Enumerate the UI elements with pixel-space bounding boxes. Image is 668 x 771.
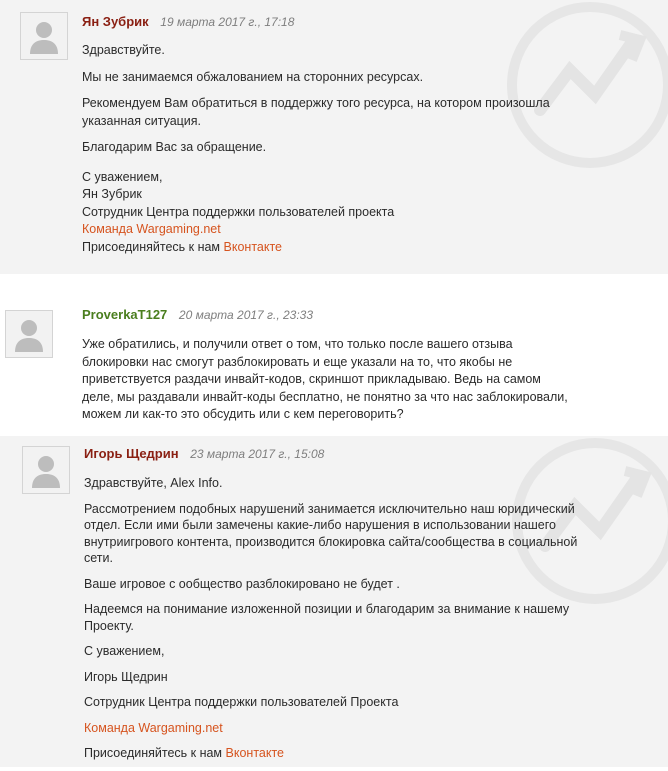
comment-body xyxy=(82,42,582,256)
default-user-avatar-icon xyxy=(23,447,69,493)
comment-date: 19 марта 2017 г., 17:18 xyxy=(160,15,295,29)
signature-name: Ян Зубрик xyxy=(82,187,142,201)
comment-header xyxy=(84,446,324,461)
signature-position: Сотрудник Центра поддержки пользователей проекта xyxy=(82,204,395,219)
comment-paragraph: Благодарим Вас за обращение. xyxy=(82,140,267,154)
comment-body xyxy=(82,336,572,433)
comment-date: 23 марта 2017 г., 15:08 xyxy=(190,447,325,461)
comment-paragraph: Мы не занимаемся обжалованием на сторонних ресурсах. xyxy=(82,69,424,84)
default-user-avatar-icon xyxy=(21,13,67,59)
vk-link[interactable]: Вконтакте xyxy=(225,746,284,760)
join-text: Присоединяйтесь к нам xyxy=(84,746,226,760)
join-text: Присоединяйтесь к нам xyxy=(82,239,224,254)
avatar[interactable] xyxy=(20,12,68,60)
comment-paragraph: С уважением, xyxy=(84,644,165,658)
comment-paragraph: Игорь Щедрин xyxy=(84,669,168,684)
author-name[interactable]: ProverkaT127 xyxy=(82,307,168,322)
default-user-avatar-icon xyxy=(6,311,52,357)
author-name[interactable]: Ян Зубрик xyxy=(82,14,149,29)
comment-paragraph: Рассмотрением подобных нарушений занимается исключительно наш юридический отдел. Если ими были замечены какие-либо нарушения в использовании нашего внутриигрового контента, производится блокировка сайта/сообщества в социальной сети. xyxy=(84,501,578,565)
comment-body xyxy=(84,475,589,771)
comment-header xyxy=(82,14,294,29)
author-name[interactable]: Игорь Щедрин xyxy=(84,446,179,461)
comment-paragraph: Рекомендуем Вам обратиться в поддержку того ресурса, на котором произошла указанная ситуация. xyxy=(82,96,550,128)
comment-header xyxy=(82,307,313,322)
team-link[interactable]: Команда Wargaming.net xyxy=(82,222,221,236)
comment-paragraph: Ваше игровое с ообщество разблокировано не будет . xyxy=(84,576,400,591)
vk-link[interactable]: Вконтакте xyxy=(223,239,282,254)
comment-paragraph: Надеемся на понимание изложенной позиции и благодарим за внимание к нашему Проекту. xyxy=(84,602,570,633)
comment-paragraph: Здравствуйте, Alex Info. xyxy=(84,476,223,490)
team-link[interactable]: Команда Wargaming.net xyxy=(84,720,223,735)
signature-regards: С уважением, xyxy=(82,169,163,184)
comment-paragraph: Сотрудник Центра поддержки пользователей Проекта xyxy=(84,695,399,709)
avatar[interactable] xyxy=(22,446,70,494)
signature xyxy=(82,169,582,257)
avatar[interactable] xyxy=(5,310,53,358)
comment-date: 20 марта 2017 г., 23:33 xyxy=(178,308,314,322)
comment-paragraph: Здравствуйте. xyxy=(82,43,165,57)
comment-paragraph: Уже обратились, и получили ответ о том, что только после вашего отзыва блокировки нас смогут разблокировать и еще указали на то, что якобы не приветствуется раздачи инвайт-кодов, скриншот прикладываю. Ведь на самом деле, мы раздавали инвайт-коды бесплатно, не понятно за что нас заблокировали, можем ли как-то это обсудить или с кем переговорить? xyxy=(82,337,568,421)
